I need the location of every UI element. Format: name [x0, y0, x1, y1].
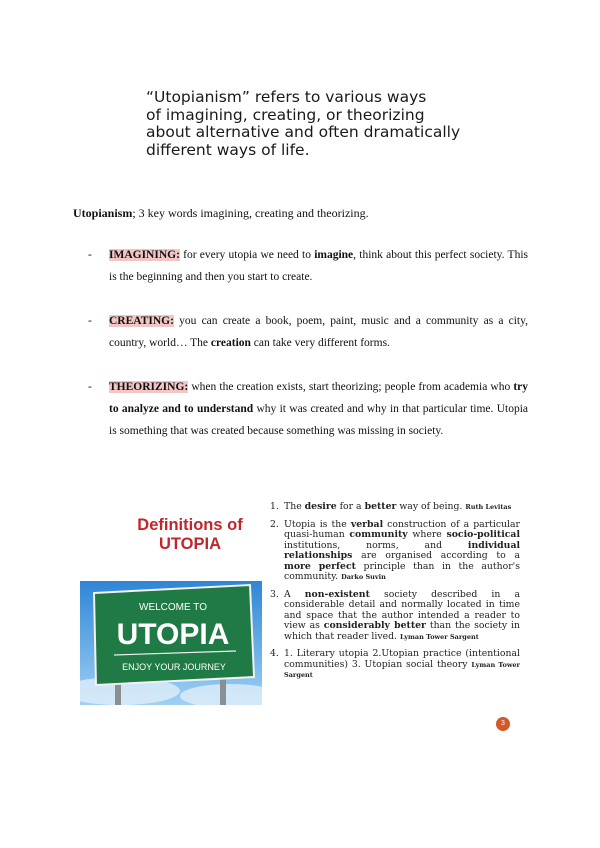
bullet-text: for every utopia we need to — [179, 249, 315, 261]
definition-text: institutions, norms, and — [284, 539, 468, 551]
bullet-label: CREATING: — [109, 315, 174, 327]
definition-number: 4. — [270, 648, 279, 659]
bullet-text: , think about this perfect society. This is the beginning and then you start to create. — [109, 249, 528, 283]
definitions-slide — [80, 498, 526, 768]
definition-bold-text: non-existent — [304, 588, 370, 600]
definition-text: where — [407, 529, 447, 540]
definition-bold-text: desire — [304, 501, 337, 512]
sign-welcome-text: WELCOME TO — [139, 602, 207, 613]
definition-bold-text: more perfect — [284, 560, 356, 572]
definition-bold-text: socio-political — [446, 529, 520, 540]
bullet-imagining — [88, 244, 528, 288]
definition-bold-text: individual relationships — [284, 539, 520, 561]
quote-line: about alternative and often dramatically — [146, 123, 461, 141]
definition-citation: Ruth Levitas — [465, 503, 512, 511]
bullet-bold-text: try to analyze and to understand — [109, 381, 528, 415]
bullet-label: THEORIZING: — [109, 381, 189, 393]
slide-title-line: Definitions of — [137, 516, 243, 534]
bullet-dash: - — [88, 315, 92, 327]
page-number-badge: 3 — [496, 717, 510, 731]
bullet-dash: - — [88, 249, 92, 261]
definition-item — [270, 590, 520, 643]
quote-line: of imagining, creating, or theorizing — [146, 105, 425, 124]
definition-text: 1. Literary utopia 2.Utopian practice (intentional communities) 3. Utopian social theory — [284, 648, 520, 670]
definition-item — [270, 649, 520, 681]
definition-text: than the society in which that reader lived. — [284, 620, 520, 642]
definition-bold-text: verbal — [350, 518, 384, 530]
definition-number: 2. — [270, 518, 279, 530]
intro-paragraph — [73, 206, 369, 221]
bullet-label: IMAGINING: — [109, 249, 180, 261]
sign-post — [220, 676, 226, 705]
slide-title — [110, 516, 270, 554]
definition-bold-text: considerably better — [323, 620, 426, 631]
definition-text: for a — [336, 501, 365, 512]
definition-citation: Lyman Tower Sargent — [399, 632, 479, 641]
intro-bold-term: Utopianism — [73, 206, 133, 220]
slide-title-line: UTOPIA — [158, 535, 222, 553]
bullet-creating — [88, 310, 528, 354]
definitions-list — [270, 502, 520, 688]
utopianism-quote — [146, 89, 486, 159]
intro-text: ; 3 key words imagining, creating and theorizing. — [132, 206, 369, 220]
definition-bold-text: better — [364, 501, 397, 512]
sign-utopia-text: UTOPIA — [116, 618, 230, 651]
definition-text: A — [284, 588, 305, 600]
bullet-bold-text: imagine — [314, 249, 354, 261]
bullet-text: why it was created and why in that particular time. Utopia is something that was created because something was missing in society. — [109, 403, 528, 437]
bullet-dash: - — [88, 381, 92, 393]
bullet-text: you can create a book, poem, paint, music and a community as a city, country, world… The — [109, 315, 528, 349]
definition-item — [270, 520, 520, 583]
definition-text: society described in a considerable detail and normally located in time and space that the author intended a reader to view as — [284, 588, 520, 631]
sign-enjoy-text: ENJOY YOUR JOURNEY — [122, 662, 226, 672]
definition-item — [270, 502, 520, 513]
definition-text: The — [284, 501, 305, 512]
key-words-list — [88, 244, 528, 464]
definition-number: 1. — [270, 501, 279, 512]
definition-citation: Lyman Tower Sargent — [284, 660, 520, 679]
definition-text: Utopia is the — [284, 518, 351, 530]
definition-text: principle than in the author's community. — [284, 560, 520, 582]
welcome-to-utopia-sign-image — [80, 581, 262, 705]
definition-number: 3. — [270, 588, 279, 600]
definition-text: construction of a particular quasi-human — [284, 518, 521, 540]
quote-line: “Utopianism” refers to various ways — [146, 88, 427, 106]
definition-text: are organised according to a — [352, 550, 520, 561]
bullet-text: can take very different forms. — [250, 337, 390, 349]
definition-text: way of being. — [396, 501, 466, 512]
definition-bold-text: community — [349, 529, 408, 540]
bullet-text: when the creation exists, start theorizing; people from academia who — [188, 381, 514, 393]
bullet-theorizing — [88, 376, 528, 442]
bullet-bold-text: creation — [210, 337, 251, 349]
quote-line: different ways of life. — [146, 140, 310, 159]
definition-citation: Darko Suvin — [341, 573, 386, 581]
